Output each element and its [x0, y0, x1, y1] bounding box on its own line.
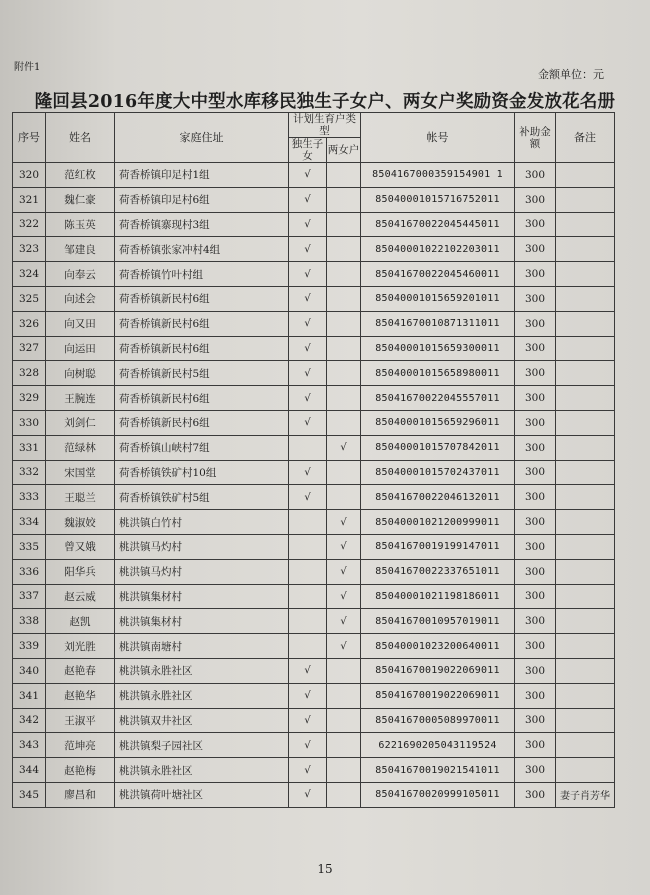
- address-cell: 荷香桥镇山峡村7组: [115, 435, 289, 460]
- address-cell: 桃洪镇白竹村: [115, 510, 289, 535]
- seq-cell: 326: [13, 311, 46, 336]
- two-daughters-mark: [327, 485, 361, 510]
- name-cell: 赵云威: [46, 584, 115, 609]
- two-daughters-mark: [327, 212, 361, 237]
- account-cell: 85041670019021541011: [361, 758, 515, 783]
- address-cell: 荷香桥镇新民村5组: [115, 361, 289, 386]
- seq-cell: 331: [13, 435, 46, 460]
- address-cell: 桃洪镇梨子园社区: [115, 733, 289, 758]
- table-row: [13, 609, 615, 634]
- table-row: [13, 386, 615, 411]
- seq-cell: 334: [13, 510, 46, 535]
- name-cell: 曾又娥: [46, 534, 115, 559]
- two-daughters-mark: [327, 410, 361, 435]
- only-child-mark: √: [289, 386, 327, 411]
- name-cell: 邹建良: [46, 237, 115, 262]
- note-cell: 妻子肖芳华: [556, 782, 615, 807]
- header-seq: 序号: [13, 113, 46, 163]
- name-cell: 宋国堂: [46, 460, 115, 485]
- table-row: [13, 559, 615, 584]
- seq-cell: 325: [13, 286, 46, 311]
- amount-cell: 300: [515, 634, 556, 659]
- account-cell: 85041670022337651011: [361, 559, 515, 584]
- document-title: 隆回县2016年度大中型水库移民独生子女户、两女户奖励资金发放花名册: [34, 92, 616, 112]
- note-cell: [556, 187, 615, 212]
- table-row: [13, 733, 615, 758]
- two-daughters-mark: √: [327, 534, 361, 559]
- account-cell: 85040001015716752011: [361, 187, 515, 212]
- address-cell: 荷香桥镇新民村6组: [115, 311, 289, 336]
- name-cell: 赵艳春: [46, 658, 115, 683]
- account-cell: 85040001021198186011: [361, 584, 515, 609]
- name-cell: 王淑平: [46, 708, 115, 733]
- note-cell: [556, 212, 615, 237]
- account-cell: 85041670019022069011: [361, 658, 515, 683]
- address-cell: 桃洪镇南塘村: [115, 634, 289, 659]
- amount-cell: 300: [515, 237, 556, 262]
- header-address: 家庭住址: [115, 113, 289, 163]
- name-cell: 王腕连: [46, 386, 115, 411]
- note-cell: [556, 237, 615, 262]
- amount-cell: 300: [515, 286, 556, 311]
- note-cell: [556, 758, 615, 783]
- address-cell: 荷香桥镇铁矿村5组: [115, 485, 289, 510]
- note-cell: [556, 510, 615, 535]
- amount-cell: 300: [515, 584, 556, 609]
- seq-cell: 327: [13, 336, 46, 361]
- account-cell: 85041670022045557011: [361, 386, 515, 411]
- name-cell: 廖昌和: [46, 782, 115, 807]
- address-cell: 荷香桥镇铁矿村10组: [115, 460, 289, 485]
- name-cell: 赵艳华: [46, 683, 115, 708]
- name-cell: 范绿林: [46, 435, 115, 460]
- seq-cell: 320: [13, 163, 46, 188]
- name-cell: 向奉云: [46, 262, 115, 287]
- amount-cell: 300: [515, 435, 556, 460]
- note-cell: [556, 435, 615, 460]
- two-daughters-mark: [327, 262, 361, 287]
- address-cell: 荷香桥镇印足村1组: [115, 163, 289, 188]
- two-daughters-mark: √: [327, 559, 361, 584]
- only-child-mark: √: [289, 485, 327, 510]
- address-cell: 桃洪镇马灼村: [115, 534, 289, 559]
- seq-cell: 322: [13, 212, 46, 237]
- address-cell: 桃洪镇集材村: [115, 609, 289, 634]
- two-daughters-mark: [327, 361, 361, 386]
- note-cell: [556, 534, 615, 559]
- address-cell: 荷香桥镇寨现村3组: [115, 212, 289, 237]
- account-cell: 85040001015658980011: [361, 361, 515, 386]
- amount-cell: 300: [515, 386, 556, 411]
- only-child-mark: √: [289, 163, 327, 188]
- account-cell: 85041670022045445011: [361, 212, 515, 237]
- two-daughters-mark: [327, 187, 361, 212]
- two-daughters-mark: [327, 758, 361, 783]
- address-cell: 荷香桥镇张家冲村4组: [115, 237, 289, 262]
- amount-cell: 300: [515, 609, 556, 634]
- only-child-mark: √: [289, 286, 327, 311]
- seq-cell: 321: [13, 187, 46, 212]
- amount-cell: 300: [515, 658, 556, 683]
- amount-cell: 300: [515, 361, 556, 386]
- amount-cell: 300: [515, 212, 556, 237]
- only-child-mark: √: [289, 262, 327, 287]
- amount-cell: 300: [515, 510, 556, 535]
- only-child-mark: [289, 534, 327, 559]
- page-number: 15: [317, 862, 333, 876]
- only-child-mark: √: [289, 187, 327, 212]
- amount-cell: 300: [515, 758, 556, 783]
- account-cell: 85041670005089970011: [361, 708, 515, 733]
- header-subsidy: 补助金额: [515, 113, 556, 163]
- only-child-mark: √: [289, 658, 327, 683]
- account-cell: 85041670010871311011: [361, 311, 515, 336]
- note-cell: [556, 262, 615, 287]
- note-cell: [556, 733, 615, 758]
- account-cell: 85040001015659296011: [361, 410, 515, 435]
- seq-cell: 332: [13, 460, 46, 485]
- table-row: [13, 163, 615, 188]
- table-row: [13, 361, 615, 386]
- note-cell: [556, 410, 615, 435]
- address-cell: 桃洪镇集材村: [115, 584, 289, 609]
- amount-cell: 300: [515, 559, 556, 584]
- seq-cell: 335: [13, 534, 46, 559]
- seq-cell: 344: [13, 758, 46, 783]
- amount-cell: 300: [515, 460, 556, 485]
- two-daughters-mark: √: [327, 510, 361, 535]
- only-child-mark: √: [289, 336, 327, 361]
- account-cell: 85041670020999105011: [361, 782, 515, 807]
- two-daughters-mark: [327, 386, 361, 411]
- two-daughters-mark: [327, 237, 361, 262]
- account-cell: 85041670010957019011: [361, 609, 515, 634]
- header-account: 帐号: [361, 113, 515, 163]
- address-cell: 荷香桥镇印足村6组: [115, 187, 289, 212]
- table-row: [13, 336, 615, 361]
- account-cell: 85041670022045460011: [361, 262, 515, 287]
- account-cell: 85040001015659300011: [361, 336, 515, 361]
- table-row: [13, 311, 615, 336]
- roster-body: [13, 163, 615, 808]
- only-child-mark: √: [289, 708, 327, 733]
- amount-cell: 300: [515, 410, 556, 435]
- account-cell: 85041670019022069011: [361, 683, 515, 708]
- seq-cell: 337: [13, 584, 46, 609]
- account-cell: 85040001021200999011: [361, 510, 515, 535]
- name-cell: 范坤亮: [46, 733, 115, 758]
- address-cell: 荷香桥镇新民村6组: [115, 286, 289, 311]
- two-daughters-mark: [327, 163, 361, 188]
- two-daughters-mark: [327, 733, 361, 758]
- note-cell: [556, 485, 615, 510]
- seq-cell: 323: [13, 237, 46, 262]
- account-cell: 85041670019199147011: [361, 534, 515, 559]
- table-row: [13, 262, 615, 287]
- seq-cell: 324: [13, 262, 46, 287]
- name-cell: 赵凯: [46, 609, 115, 634]
- only-child-mark: [289, 584, 327, 609]
- note-cell: [556, 658, 615, 683]
- two-daughters-mark: [327, 311, 361, 336]
- seq-cell: 339: [13, 634, 46, 659]
- amount-cell: 300: [515, 683, 556, 708]
- only-child-mark: √: [289, 733, 327, 758]
- table-row: [13, 658, 615, 683]
- roster-table: [12, 112, 615, 808]
- amount-cell: 300: [515, 708, 556, 733]
- account-cell: 85040001022102203011: [361, 237, 515, 262]
- seq-cell: 336: [13, 559, 46, 584]
- table-row: [13, 460, 615, 485]
- account-cell: 85040001023200640011: [361, 634, 515, 659]
- table-row: [13, 485, 615, 510]
- only-child-mark: [289, 559, 327, 584]
- seq-cell: 343: [13, 733, 46, 758]
- amount-cell: 300: [515, 163, 556, 188]
- two-daughters-mark: √: [327, 609, 361, 634]
- amount-cell: 300: [515, 336, 556, 361]
- name-cell: 阳华兵: [46, 559, 115, 584]
- seq-cell: 345: [13, 782, 46, 807]
- note-cell: [556, 683, 615, 708]
- account-cell: 85041670022046132011: [361, 485, 515, 510]
- note-cell: [556, 634, 615, 659]
- two-daughters-mark: [327, 708, 361, 733]
- table-row: [13, 286, 615, 311]
- table-row: [13, 410, 615, 435]
- amount-cell: 300: [515, 262, 556, 287]
- amount-cell: 300: [515, 485, 556, 510]
- two-daughters-mark: [327, 683, 361, 708]
- note-cell: [556, 286, 615, 311]
- address-cell: 桃洪镇永胜社区: [115, 683, 289, 708]
- table-row: [13, 510, 615, 535]
- name-cell: 刘光胜: [46, 634, 115, 659]
- only-child-mark: [289, 435, 327, 460]
- account-cell: 8504167000359154901 1: [361, 163, 515, 188]
- only-child-mark: √: [289, 212, 327, 237]
- header-plan-type: 计划生育户类型: [289, 113, 361, 138]
- two-daughters-mark: [327, 460, 361, 485]
- note-cell: [556, 609, 615, 634]
- name-cell: 向树聪: [46, 361, 115, 386]
- table-row: [13, 534, 615, 559]
- two-daughters-mark: [327, 336, 361, 361]
- only-child-mark: √: [289, 361, 327, 386]
- address-cell: 桃洪镇永胜社区: [115, 658, 289, 683]
- header-name: 姓名: [46, 113, 115, 163]
- table-row: [13, 758, 615, 783]
- table-row: [13, 683, 615, 708]
- name-cell: 范红枚: [46, 163, 115, 188]
- name-cell: 赵艳梅: [46, 758, 115, 783]
- only-child-mark: √: [289, 460, 327, 485]
- account-cell: 85040001015702437011: [361, 460, 515, 485]
- only-child-mark: √: [289, 311, 327, 336]
- note-cell: [556, 460, 615, 485]
- note-cell: [556, 584, 615, 609]
- seq-cell: 328: [13, 361, 46, 386]
- account-cell: 85040001015659201011: [361, 286, 515, 311]
- name-cell: 刘剑仁: [46, 410, 115, 435]
- amount-cell: 300: [515, 782, 556, 807]
- seq-cell: 341: [13, 683, 46, 708]
- only-child-mark: [289, 510, 327, 535]
- two-daughters-mark: √: [327, 584, 361, 609]
- name-cell: 魏仁豪: [46, 187, 115, 212]
- header-note: 备注: [556, 113, 615, 163]
- only-child-mark: √: [289, 683, 327, 708]
- address-cell: 荷香桥镇竹叶村组: [115, 262, 289, 287]
- name-cell: 向运田: [46, 336, 115, 361]
- table-row: [13, 584, 615, 609]
- seq-cell: 333: [13, 485, 46, 510]
- only-child-mark: √: [289, 782, 327, 807]
- address-cell: 荷香桥镇新民村6组: [115, 410, 289, 435]
- name-cell: 向又田: [46, 311, 115, 336]
- table-row: [13, 187, 615, 212]
- amount-unit-label: 金额单位：元: [538, 68, 604, 81]
- table-row: [13, 212, 615, 237]
- seq-cell: 329: [13, 386, 46, 411]
- two-daughters-mark: √: [327, 435, 361, 460]
- only-child-mark: √: [289, 758, 327, 783]
- seq-cell: 338: [13, 609, 46, 634]
- amount-cell: 300: [515, 534, 556, 559]
- seq-cell: 340: [13, 658, 46, 683]
- header-two-daughters: 两女户: [327, 138, 361, 163]
- only-child-mark: √: [289, 237, 327, 262]
- name-cell: 王聪兰: [46, 485, 115, 510]
- address-cell: 荷香桥镇新民村6组: [115, 386, 289, 411]
- amount-cell: 300: [515, 187, 556, 212]
- table-row: [13, 634, 615, 659]
- note-cell: [556, 386, 615, 411]
- table-row: [13, 237, 615, 262]
- two-daughters-mark: [327, 782, 361, 807]
- seq-cell: 330: [13, 410, 46, 435]
- name-cell: 魏淑姣: [46, 510, 115, 535]
- address-cell: 桃洪镇马灼村: [115, 559, 289, 584]
- note-cell: [556, 311, 615, 336]
- only-child-mark: [289, 609, 327, 634]
- seq-cell: 342: [13, 708, 46, 733]
- note-cell: [556, 559, 615, 584]
- note-cell: [556, 708, 615, 733]
- note-cell: [556, 336, 615, 361]
- table-row: [13, 708, 615, 733]
- note-cell: [556, 361, 615, 386]
- account-cell: 85040001015707842011: [361, 435, 515, 460]
- header-only-child: 独生子女: [289, 138, 327, 163]
- two-daughters-mark: √: [327, 634, 361, 659]
- two-daughters-mark: [327, 286, 361, 311]
- two-daughters-mark: [327, 658, 361, 683]
- address-cell: 荷香桥镇新民村6组: [115, 336, 289, 361]
- name-cell: 陈玉英: [46, 212, 115, 237]
- address-cell: 桃洪镇双井社区: [115, 708, 289, 733]
- table-row: [13, 782, 615, 807]
- address-cell: 桃洪镇荷叶塘社区: [115, 782, 289, 807]
- account-cell: 6221690205043119524: [361, 733, 515, 758]
- address-cell: 桃洪镇永胜社区: [115, 758, 289, 783]
- table-row: [13, 435, 615, 460]
- name-cell: 向述会: [46, 286, 115, 311]
- only-child-mark: √: [289, 410, 327, 435]
- note-cell: [556, 163, 615, 188]
- only-child-mark: [289, 634, 327, 659]
- amount-cell: 300: [515, 733, 556, 758]
- amount-cell: 300: [515, 311, 556, 336]
- attachment-label: 附件1: [14, 62, 41, 73]
